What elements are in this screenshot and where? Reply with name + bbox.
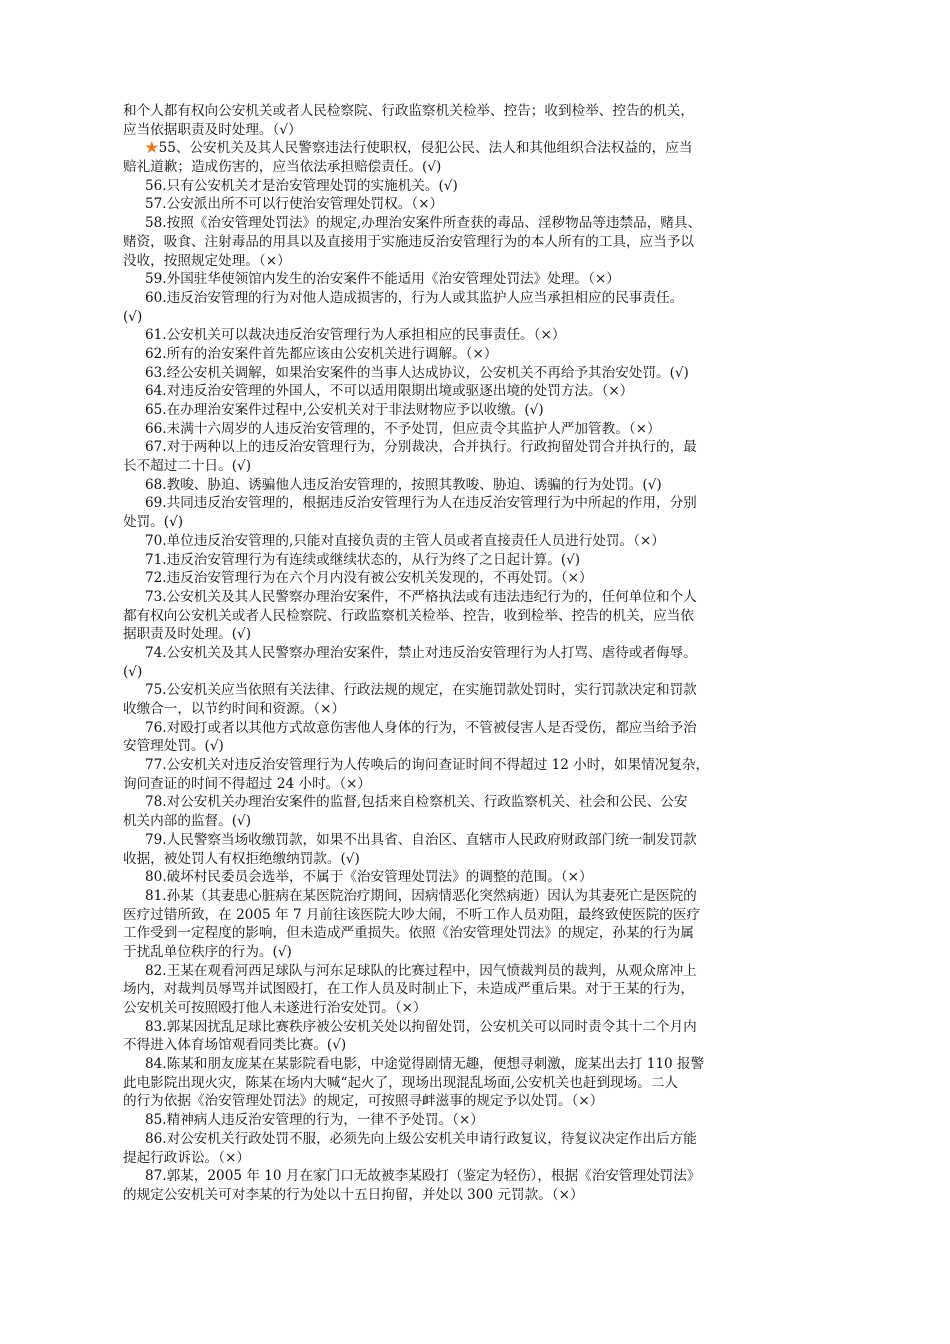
text-line	[123, 850, 828, 869]
text-line	[123, 681, 828, 700]
line-text: 74.公安机关及其人民警察办理治安案件，禁止对违反治安管理行为人打骂、虐待或者侮辱。	[145, 644, 697, 661]
line-text: 68.教唆、胁迫、诱骗他人违反治安管理的，按照其教唆、胁迫、诱骗的行为处罚。(√)	[145, 476, 662, 493]
text-line	[123, 382, 828, 401]
text-line	[123, 1111, 828, 1130]
line-text: 的行为依据《治安管理处罚法》的规定，可按照寻衅滋事的规定予以处罚。（×）	[123, 1093, 604, 1110]
line-text: 和个人都有权向公安机关或者人民检察院、行政监察机关检举、控告；收到检举、控告的机关，	[123, 103, 694, 119]
text-line	[123, 793, 828, 812]
line-text: 57.公安派出所不可以行使治安管理处罚权。（×）	[145, 196, 444, 213]
line-text: 机关内部的监督。(√)	[123, 813, 252, 830]
line-text: 84.陈某和朋友庞某在某影院看电影，中途觉得剧情无趣，便想寻刺激，庞某出去打 110 报警	[145, 1056, 705, 1073]
line-text: 工作受到一定程度的影响，但未造成严重损失。依照《治安管理处罚法》的规定，孙某的行为属	[123, 925, 694, 942]
star-icon: ★	[145, 140, 159, 157]
line-text: 72.违反治安管理行为在六个月内没有被公安机关发现的，不再处罚。（×）	[145, 570, 593, 587]
line-text: 64.对违反治安管理的外国人，不可以适用限期出境或驱逐出境的处罚方法。（×）	[145, 383, 634, 400]
line-text: 82.王某在观看河西足球队与河东足球队的比赛过程中，因气愤裁判员的裁判，从观众席冲上	[145, 962, 697, 979]
line-text: 62.所有的治安案件首先都应该由公安机关进行调解。（×）	[145, 345, 498, 362]
line-text: 73.公安机关及其人民警察办理治安案件，不严格执法或有违法违纪行为的，任何单位和个人	[145, 588, 697, 605]
line-text: (√)	[123, 663, 143, 680]
text-line	[123, 831, 828, 850]
text-line	[123, 139, 828, 158]
text-line	[123, 1186, 828, 1205]
line-text: 据职责及时处理。(√)	[123, 626, 252, 643]
text-line	[123, 1036, 828, 1055]
line-text: 于扰乱单位秩序的行为。(√)	[123, 943, 292, 960]
line-text: 58.按照《治安管理处罚法》的规定,办理治安案件所查获的毒品、淫秽物品等违禁品，赌具、	[145, 215, 702, 232]
text-line	[123, 121, 828, 140]
line-text: 55、公安机关及其人民警察违法行使职权，侵犯公民、法人和其他组织合法权益的，应当	[158, 140, 693, 157]
line-text: 86.对公安机关行政处罚不服，必须先向上级公安机关申请行政复议，待复议决定作出后方能	[145, 1130, 697, 1147]
text-line	[123, 812, 828, 831]
line-text: 的规定公安机关可对李某的行为处以十五日拘留，并处以 300 元罚款。（×）	[123, 1186, 584, 1203]
text-line	[123, 252, 828, 271]
line-text: 都有权向公安机关或者人民检察院、行政监察机关检举、控告，收到检举、控告的机关，应当依	[123, 607, 694, 624]
text-line	[123, 999, 828, 1018]
text-line	[123, 551, 828, 570]
text-line	[123, 308, 828, 327]
line-text: 场内，对裁判员辱骂并试图殴打，在工作人员及时制止下，未造成严重后果。对于王某的行为，	[123, 981, 694, 998]
text-line	[123, 1092, 828, 1111]
line-text: 83.郭某因扰乱足球比赛秩序被公安机关处以拘留处罚，公安机关可以同时责令其十二个月内	[145, 1018, 697, 1035]
line-text: 70.单位违反治安管理的,只能对直接负责的主管人员或者直接责任人员进行处罚。（×）	[145, 532, 665, 549]
line-text: 公安机关可按照殴打他人未遂进行治安处罚。（×）	[123, 1000, 427, 1016]
text-line	[123, 102, 828, 121]
text-line	[123, 756, 828, 775]
line-text: 赌资，吸食、注射毒品的用具以及直接用于实施违反治安管理行为的本人所有的工具，应当予以	[123, 233, 694, 250]
text-line	[123, 326, 828, 345]
text-line	[123, 868, 828, 887]
line-text: 66.未满十六周岁的人违反治安管理的，不予处罚，但应责令其监护人严加管教。（×）	[145, 420, 661, 437]
text-line	[123, 569, 828, 588]
text-line	[123, 1167, 828, 1186]
text-line	[123, 513, 828, 532]
line-text: 69.共同违反治安管理的，根据违反治安管理行为人在违反治安管理行为中所起的作用，分别	[145, 495, 697, 512]
text-line	[123, 644, 828, 663]
line-text: 没收，按照规定处理。（×）	[123, 252, 291, 269]
line-text: 56.只有公安机关才是治安管理处罚的实施机关。(√)	[145, 177, 458, 194]
document-body	[123, 102, 828, 1205]
line-text: 60.违反治安管理的行为对他人造成损害的，行为人或其监护人应当承担相应的民事责任。	[145, 289, 684, 306]
text-line	[123, 289, 828, 308]
line-text: 医疗过错所致，在 2005 年 7 月前往该医院大吵大闹，不听工作人员劝阻，最终致使医院的医疗	[123, 906, 701, 923]
line-text: 不得进入体育场馆观看同类比赛。(√)	[123, 1037, 347, 1054]
line-text: 79.人民警察当场收缴罚款，如果不出具省、自治区、直辖市人民政府财政部门统一制发罚款	[145, 831, 697, 848]
line-text: 87.郭某，2005 年 10 月在家门口无故被李某殴打（鉴定为轻伤），根据《治安管理处罚法》	[145, 1168, 701, 1185]
line-text: 收据，被处罚人有权拒绝缴纳罚款。(√)	[123, 850, 360, 867]
line-text: 67.对于两种以上的违反治安管理行为，分别裁决，合并执行。行政拘留处罚合并执行的，最	[145, 439, 697, 456]
line-text: 76.对殴打或者以其他方式故意伤害他人身体的行为，不管被侵害人是否受伤，都应当给予治	[145, 719, 697, 736]
text-line	[123, 906, 828, 925]
text-line	[123, 345, 828, 364]
line-text: 81.孙某（其妻患心脏病在某医院治疗期间，因病情恶化突然病逝）因认为其妻死亡是医院的	[145, 887, 697, 904]
line-text: 此电影院出现火灾，陈某在场内大喊“起火了，现场出现混乱场面,公安机关也赶到现场。二人	[123, 1074, 679, 1091]
text-line	[123, 924, 828, 943]
text-line	[123, 737, 828, 756]
line-text: 75.公安机关应当依照有关法律、行政法规的规定，在实施罚款处罚时，实行罚款决定和罚款	[145, 682, 697, 699]
text-line	[123, 1074, 828, 1093]
text-line	[123, 775, 828, 794]
text-line	[123, 1018, 828, 1037]
text-line	[123, 214, 828, 233]
line-text: 收缴合一，以节约时间和资源。（×）	[123, 701, 346, 717]
line-text: 80.破坏村民委员会选举，不属于《治安管理处罚法》的调整的范围。（×）	[145, 869, 593, 886]
line-text: 63.经公安机关调解，如果治安案件的当事人达成协议，公安机关不再给予其治安处罚。(√)	[145, 364, 689, 381]
text-line	[123, 494, 828, 513]
line-text: 61.公安机关可以裁决违反治安管理行为人承担相应的民事责任。（×）	[145, 327, 566, 344]
text-line	[123, 1055, 828, 1074]
line-text: 65.在办理治安案件过程中,公安机关对于非法财物应予以收缴。(√)	[145, 402, 544, 418]
line-text: 长不超过二十日。(√)	[123, 458, 252, 475]
line-text: 赔礼道歉；造成伤害的，应当依法承担赔偿责任。(√)	[123, 159, 442, 176]
text-line	[123, 401, 828, 420]
line-text: 应当依据职责及时处理。（√）	[123, 121, 302, 138]
text-line	[123, 195, 828, 214]
text-line	[123, 625, 828, 644]
line-text: 59.外国驻华使领馆内发生的治安案件不能适用《治安管理处罚法》处理。（×）	[145, 271, 620, 288]
line-text: 提起行政诉讼。（×）	[123, 1149, 250, 1166]
line-text: 询问查证的时间不得超过 24 小时。（×）	[123, 775, 372, 792]
line-text: 77.公安机关对违反治安管理行为人传唤后的询问查证时间不得超过 12 小时，如果情况复杂，	[145, 757, 710, 774]
text-line	[123, 233, 828, 252]
text-line	[123, 158, 828, 177]
text-line	[123, 476, 828, 495]
text-line	[123, 943, 828, 962]
text-line	[123, 177, 828, 196]
line-text: 85.精神病人违反治安管理的行为，一律不予处罚。（×）	[145, 1112, 484, 1129]
text-line	[123, 700, 828, 719]
text-line	[123, 588, 828, 607]
line-text: 71.违反治安管理行为有连续或继续状态的，从行为终了之日起计算。(√)	[145, 551, 581, 568]
text-line	[123, 1149, 828, 1168]
text-line	[123, 980, 828, 999]
line-text: 处罚。(√)	[123, 514, 184, 531]
text-line	[123, 1130, 828, 1149]
line-text: (√)	[123, 308, 143, 325]
line-text: 78.对公安机关办理治安案件的监督,包括来自检察机关、行政监察机关、社会和公民、公安	[145, 794, 688, 811]
text-line	[123, 438, 828, 457]
text-line	[123, 663, 828, 682]
text-line	[123, 887, 828, 906]
text-line	[123, 270, 828, 289]
text-line	[123, 719, 828, 738]
text-line	[123, 364, 828, 383]
text-line	[123, 532, 828, 551]
line-text: 安管理处罚。(√)	[123, 738, 224, 755]
text-line	[123, 962, 828, 981]
text-line	[123, 607, 828, 626]
text-line	[123, 457, 828, 476]
text-line	[123, 420, 828, 439]
